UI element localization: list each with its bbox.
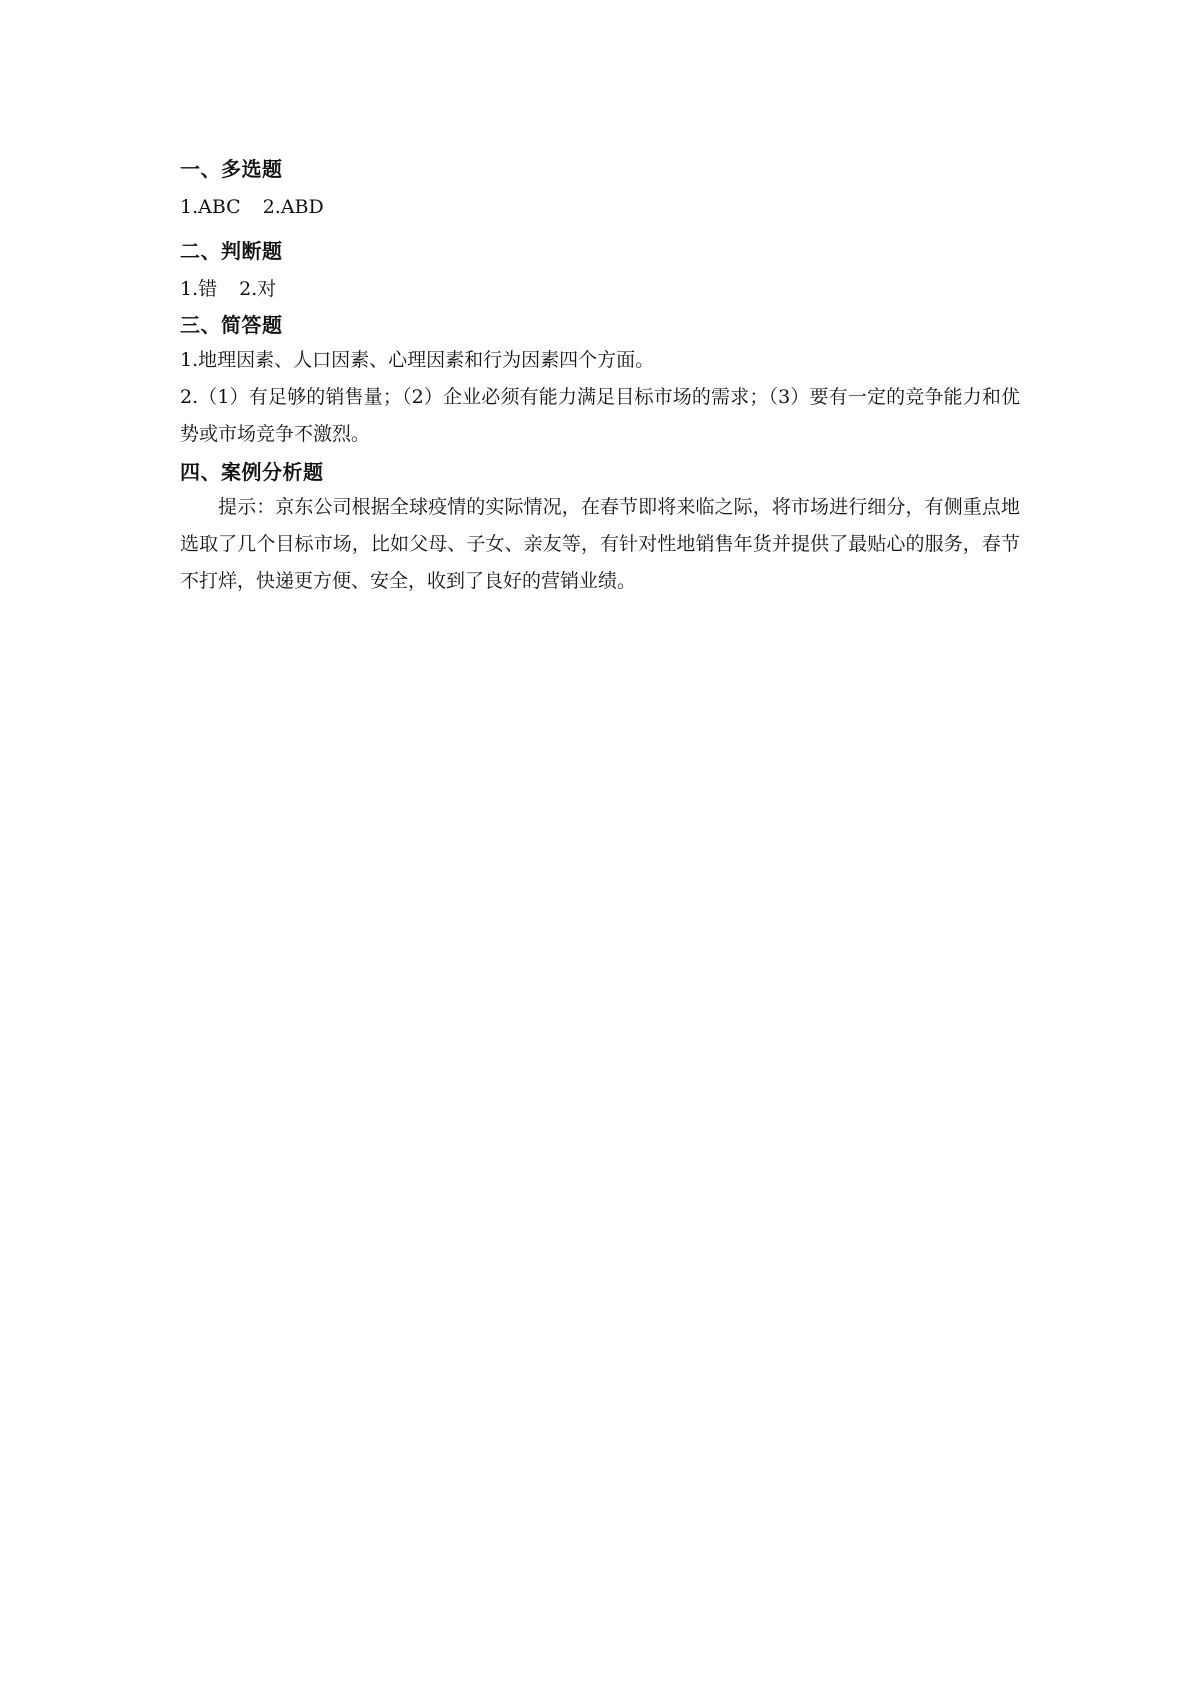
answer-line (180, 274, 1020, 304)
answer-paragraph: 2.（1）有足够的销售量；（2）企业必须有能力满足目标市场的需求；（3）要有一定的竞争能力和优势或市场竞争不激烈。 (180, 386, 1020, 445)
section-heading: 二、判断题 (180, 239, 283, 263)
answer-line (180, 192, 1020, 222)
case-analysis-paragraph: 提示：京东公司根据全球疫情的实际情况，在春节即将来临之际，将市场进行细分，有侧重点地选取了几个目标市场，比如父母、子女、亲友等，有针对性地销售年货并提供了最贴心的服务，春节不打烊，快递更方便、安全，收到了良好的营销业绩。 (180, 496, 1020, 592)
section-case-analysis (180, 457, 1020, 600)
answer-item: 2.ABD (262, 196, 324, 218)
answer-document (180, 154, 1020, 604)
answer-item: 1.ABC (180, 196, 241, 218)
section-heading: 四、案例分析题 (180, 460, 324, 484)
section-multiple-choice (180, 154, 1020, 222)
answer-item: 1.错 (180, 278, 218, 300)
answer-item: 2.对 (239, 278, 277, 300)
answer-paragraph: 1.地理因素、人口因素、心理因素和行为因素四个方面。 (180, 349, 655, 371)
section-heading: 一、多选题 (180, 157, 283, 181)
section-true-false (180, 236, 1020, 304)
section-short-answer (180, 310, 1020, 453)
section-heading: 三、简答题 (180, 313, 283, 337)
